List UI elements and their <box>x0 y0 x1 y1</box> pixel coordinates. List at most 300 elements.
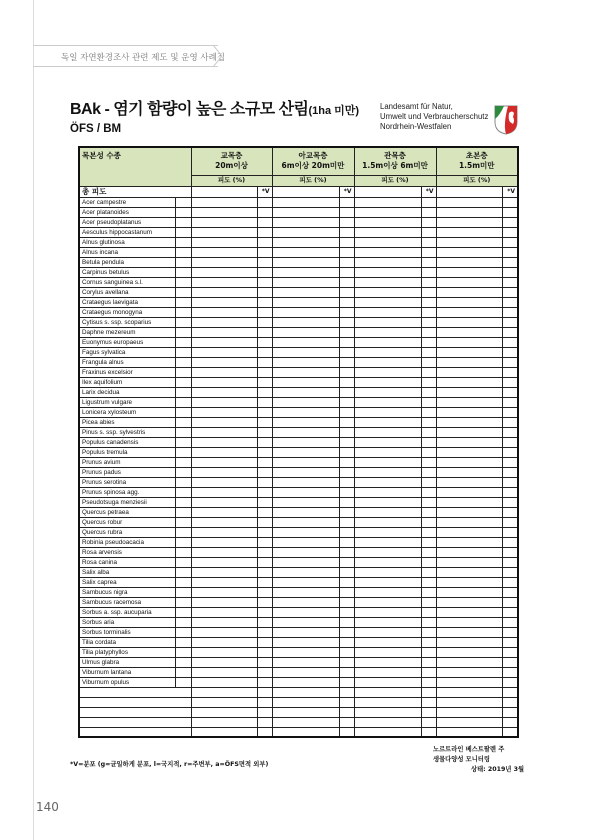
cover-cell[interactable] <box>191 267 257 277</box>
distribution-cell[interactable] <box>339 207 354 217</box>
cover-cell[interactable] <box>436 717 502 727</box>
distribution-cell[interactable] <box>502 687 518 697</box>
distribution-cell[interactable] <box>257 587 272 597</box>
cover-cell[interactable] <box>354 727 421 737</box>
species-name-cell[interactable] <box>79 717 191 727</box>
distribution-cell[interactable] <box>339 487 354 497</box>
cover-cell[interactable] <box>191 477 257 487</box>
distribution-cell[interactable] <box>421 207 436 217</box>
distribution-cell[interactable] <box>421 657 436 667</box>
cover-cell[interactable] <box>272 647 339 657</box>
cover-cell[interactable] <box>436 247 502 257</box>
cover-cell[interactable] <box>191 357 257 367</box>
cover-cell[interactable] <box>436 337 502 347</box>
cover-cell[interactable] <box>354 497 421 507</box>
cover-cell[interactable] <box>272 497 339 507</box>
distribution-cell[interactable] <box>502 197 518 207</box>
distribution-cell[interactable] <box>339 597 354 607</box>
cover-cell[interactable] <box>354 427 421 437</box>
distribution-cell[interactable] <box>257 697 272 707</box>
cover-cell[interactable] <box>436 217 502 227</box>
species-extra-cell[interactable] <box>175 587 191 597</box>
cover-cell[interactable] <box>191 307 257 317</box>
cover-cell[interactable] <box>272 367 339 377</box>
distribution-cell[interactable] <box>421 637 436 647</box>
cover-cell[interactable] <box>436 487 502 497</box>
cover-cell[interactable] <box>272 477 339 487</box>
cover-cell[interactable] <box>191 687 257 697</box>
distribution-cell[interactable] <box>502 277 518 287</box>
distribution-cell[interactable] <box>421 517 436 527</box>
cover-cell[interactable] <box>272 617 339 627</box>
species-extra-cell[interactable] <box>175 447 191 457</box>
species-extra-cell[interactable] <box>175 437 191 447</box>
distribution-cell[interactable] <box>502 657 518 667</box>
distribution-cell[interactable] <box>502 397 518 407</box>
distribution-cell[interactable] <box>421 497 436 507</box>
species-extra-cell[interactable] <box>175 297 191 307</box>
distribution-cell[interactable] <box>421 677 436 687</box>
distribution-cell[interactable] <box>339 497 354 507</box>
distribution-cell[interactable] <box>257 577 272 587</box>
cover-cell[interactable] <box>191 637 257 647</box>
distribution-cell[interactable] <box>257 417 272 427</box>
cover-cell[interactable] <box>436 387 502 397</box>
cover-cell[interactable] <box>191 197 257 207</box>
distribution-cell[interactable] <box>421 717 436 727</box>
distribution-cell[interactable] <box>421 687 436 697</box>
species-name-cell[interactable] <box>79 727 191 737</box>
distribution-cell[interactable] <box>339 287 354 297</box>
distribution-cell[interactable] <box>502 437 518 447</box>
cover-cell[interactable] <box>436 517 502 527</box>
cover-cell[interactable] <box>272 307 339 317</box>
cover-cell[interactable] <box>191 297 257 307</box>
cover-cell[interactable] <box>191 327 257 337</box>
cover-cell[interactable] <box>272 457 339 467</box>
distribution-cell[interactable] <box>421 217 436 227</box>
cover-cell[interactable] <box>354 367 421 377</box>
distribution-cell[interactable] <box>339 227 354 237</box>
cover-cell[interactable] <box>436 457 502 467</box>
distribution-cell[interactable] <box>257 197 272 207</box>
cover-cell[interactable] <box>354 317 421 327</box>
cover-cell[interactable] <box>191 427 257 437</box>
cover-cell[interactable] <box>272 677 339 687</box>
species-extra-cell[interactable] <box>175 507 191 517</box>
cover-cell[interactable] <box>191 527 257 537</box>
cover-cell[interactable] <box>354 597 421 607</box>
distribution-cell[interactable] <box>257 297 272 307</box>
cover-cell[interactable] <box>436 317 502 327</box>
cover-cell[interactable] <box>354 717 421 727</box>
cover-cell[interactable] <box>436 567 502 577</box>
cover-cell[interactable] <box>354 437 421 447</box>
distribution-cell[interactable] <box>339 377 354 387</box>
distribution-cell[interactable] <box>257 367 272 377</box>
distribution-cell[interactable] <box>502 367 518 377</box>
cover-cell[interactable] <box>436 617 502 627</box>
cover-cell[interactable] <box>191 237 257 247</box>
cover-cell[interactable] <box>272 297 339 307</box>
cover-cell[interactable] <box>354 527 421 537</box>
distribution-cell[interactable] <box>502 607 518 617</box>
cover-cell[interactable] <box>354 547 421 557</box>
cover-cell[interactable] <box>191 317 257 327</box>
cover-cell[interactable] <box>436 577 502 587</box>
cover-cell[interactable] <box>354 487 421 497</box>
cover-cell[interactable] <box>272 447 339 457</box>
distribution-cell[interactable] <box>257 307 272 317</box>
cover-cell[interactable] <box>272 687 339 697</box>
distribution-cell[interactable] <box>339 387 354 397</box>
cover-cell[interactable] <box>354 327 421 337</box>
species-extra-cell[interactable] <box>175 577 191 587</box>
distribution-cell[interactable] <box>339 467 354 477</box>
cover-cell[interactable] <box>191 597 257 607</box>
cover-cell[interactable] <box>354 257 421 267</box>
distribution-cell[interactable] <box>257 607 272 617</box>
distribution-cell[interactable] <box>502 487 518 497</box>
distribution-cell[interactable] <box>257 717 272 727</box>
cover-cell[interactable] <box>436 377 502 387</box>
cover-cell[interactable] <box>191 467 257 477</box>
cover-cell[interactable] <box>191 287 257 297</box>
cover-cell[interactable] <box>191 257 257 267</box>
distribution-cell[interactable] <box>421 407 436 417</box>
distribution-cell[interactable] <box>257 377 272 387</box>
distribution-cell[interactable] <box>339 607 354 617</box>
cover-cell[interactable] <box>191 717 257 727</box>
distribution-cell[interactable] <box>339 257 354 267</box>
species-extra-cell[interactable] <box>175 357 191 367</box>
cover-cell[interactable] <box>354 557 421 567</box>
cover-cell[interactable] <box>354 657 421 667</box>
distribution-cell[interactable] <box>502 387 518 397</box>
distribution-cell[interactable] <box>257 497 272 507</box>
cover-cell[interactable] <box>272 437 339 447</box>
species-extra-cell[interactable] <box>175 677 191 687</box>
distribution-cell[interactable] <box>339 547 354 557</box>
distribution-cell[interactable] <box>502 227 518 237</box>
distribution-cell[interactable] <box>257 247 272 257</box>
cover-cell[interactable] <box>272 507 339 517</box>
cover-cell[interactable] <box>191 407 257 417</box>
cover-cell[interactable] <box>354 207 421 217</box>
species-extra-cell[interactable] <box>175 217 191 227</box>
distribution-cell[interactable] <box>502 237 518 247</box>
distribution-cell[interactable] <box>339 577 354 587</box>
distribution-cell[interactable] <box>339 677 354 687</box>
cover-cell[interactable] <box>272 727 339 737</box>
cover-cell[interactable] <box>436 347 502 357</box>
distribution-cell[interactable] <box>257 467 272 477</box>
distribution-cell[interactable] <box>257 677 272 687</box>
distribution-cell[interactable] <box>257 427 272 437</box>
cover-cell[interactable] <box>191 186 257 197</box>
distribution-cell[interactable] <box>421 397 436 407</box>
distribution-cell[interactable] <box>339 527 354 537</box>
cover-cell[interactable] <box>191 587 257 597</box>
cover-cell[interactable] <box>191 447 257 457</box>
distribution-cell[interactable] <box>502 357 518 367</box>
cover-cell[interactable] <box>436 507 502 517</box>
cover-cell[interactable] <box>191 707 257 717</box>
distribution-cell[interactable] <box>339 337 354 347</box>
cover-cell[interactable] <box>436 307 502 317</box>
cover-cell[interactable] <box>436 627 502 637</box>
distribution-cell[interactable] <box>257 597 272 607</box>
cover-cell[interactable] <box>272 627 339 637</box>
distribution-cell[interactable] <box>339 307 354 317</box>
distribution-cell[interactable] <box>421 617 436 627</box>
distribution-cell[interactable] <box>339 457 354 467</box>
distribution-cell[interactable] <box>502 337 518 347</box>
cover-cell[interactable] <box>272 547 339 557</box>
distribution-cell[interactable] <box>339 617 354 627</box>
cover-cell[interactable] <box>272 207 339 217</box>
cover-cell[interactable] <box>354 357 421 367</box>
species-extra-cell[interactable] <box>175 267 191 277</box>
cover-cell[interactable] <box>191 457 257 467</box>
species-extra-cell[interactable] <box>175 427 191 437</box>
distribution-cell[interactable] <box>421 467 436 477</box>
distribution-cell[interactable] <box>502 467 518 477</box>
species-extra-cell[interactable] <box>175 417 191 427</box>
cover-cell[interactable] <box>191 487 257 497</box>
distribution-cell[interactable] <box>257 557 272 567</box>
distribution-cell[interactable] <box>502 267 518 277</box>
distribution-cell[interactable] <box>339 587 354 597</box>
distribution-cell[interactable] <box>257 627 272 637</box>
distribution-cell[interactable] <box>257 287 272 297</box>
cover-cell[interactable] <box>354 277 421 287</box>
cover-cell[interactable] <box>272 467 339 477</box>
distribution-cell[interactable] <box>502 207 518 217</box>
cover-cell[interactable] <box>272 327 339 337</box>
cover-cell[interactable] <box>354 457 421 467</box>
distribution-cell[interactable] <box>421 477 436 487</box>
distribution-cell[interactable] <box>339 657 354 667</box>
distribution-cell[interactable] <box>502 617 518 627</box>
distribution-cell[interactable] <box>502 217 518 227</box>
cover-cell[interactable] <box>354 267 421 277</box>
cover-cell[interactable] <box>272 637 339 647</box>
cover-cell[interactable] <box>436 267 502 277</box>
cover-cell[interactable] <box>436 647 502 657</box>
cover-cell[interactable] <box>436 357 502 367</box>
cover-cell[interactable] <box>436 257 502 267</box>
distribution-cell[interactable] <box>502 707 518 717</box>
distribution-cell[interactable] <box>502 447 518 457</box>
distribution-cell[interactable] <box>257 437 272 447</box>
distribution-cell[interactable] <box>257 507 272 517</box>
distribution-cell[interactable] <box>339 557 354 567</box>
distribution-cell[interactable] <box>339 317 354 327</box>
cover-cell[interactable] <box>191 247 257 257</box>
distribution-cell[interactable] <box>502 497 518 507</box>
species-extra-cell[interactable] <box>175 647 191 657</box>
distribution-cell[interactable] <box>421 347 436 357</box>
distribution-cell[interactable] <box>257 237 272 247</box>
cover-cell[interactable] <box>272 487 339 497</box>
cover-cell[interactable] <box>272 417 339 427</box>
distribution-cell[interactable] <box>421 527 436 537</box>
distribution-cell[interactable] <box>502 307 518 317</box>
distribution-cell[interactable] <box>257 617 272 627</box>
cover-cell[interactable] <box>354 507 421 517</box>
species-extra-cell[interactable] <box>175 377 191 387</box>
cover-cell[interactable] <box>354 217 421 227</box>
species-name-cell[interactable] <box>79 687 191 697</box>
cover-cell[interactable] <box>436 607 502 617</box>
distribution-cell[interactable] <box>257 487 272 497</box>
species-extra-cell[interactable] <box>175 517 191 527</box>
distribution-cell[interactable] <box>502 637 518 647</box>
cover-cell[interactable] <box>354 617 421 627</box>
cover-cell[interactable] <box>436 707 502 717</box>
cover-cell[interactable] <box>272 517 339 527</box>
cover-cell[interactable] <box>272 607 339 617</box>
cover-cell[interactable] <box>436 637 502 647</box>
distribution-cell[interactable] <box>502 377 518 387</box>
species-extra-cell[interactable] <box>175 537 191 547</box>
distribution-cell[interactable] <box>339 717 354 727</box>
species-name-cell[interactable] <box>79 697 191 707</box>
distribution-cell[interactable] <box>502 627 518 637</box>
cover-cell[interactable] <box>272 337 339 347</box>
cover-cell[interactable] <box>354 707 421 717</box>
distribution-cell[interactable] <box>257 267 272 277</box>
distribution-cell[interactable] <box>339 707 354 717</box>
species-extra-cell[interactable] <box>175 287 191 297</box>
cover-cell[interactable] <box>191 417 257 427</box>
cover-cell[interactable] <box>191 627 257 637</box>
cover-cell[interactable] <box>354 387 421 397</box>
distribution-cell[interactable] <box>257 447 272 457</box>
species-extra-cell[interactable] <box>175 237 191 247</box>
cover-cell[interactable] <box>272 557 339 567</box>
distribution-cell[interactable] <box>339 447 354 457</box>
cover-cell[interactable] <box>436 447 502 457</box>
distribution-cell[interactable] <box>502 297 518 307</box>
cover-cell[interactable] <box>436 207 502 217</box>
distribution-cell[interactable] <box>421 367 436 377</box>
distribution-cell[interactable] <box>502 557 518 567</box>
distribution-cell[interactable] <box>502 667 518 677</box>
species-extra-cell[interactable] <box>175 277 191 287</box>
cover-cell[interactable] <box>354 627 421 637</box>
species-extra-cell[interactable] <box>175 597 191 607</box>
cover-cell[interactable] <box>436 367 502 377</box>
distribution-cell[interactable] <box>339 417 354 427</box>
cover-cell[interactable] <box>272 537 339 547</box>
distribution-cell[interactable] <box>421 697 436 707</box>
cover-cell[interactable] <box>191 557 257 567</box>
distribution-cell[interactable] <box>421 457 436 467</box>
distribution-cell[interactable] <box>257 477 272 487</box>
distribution-cell[interactable] <box>339 237 354 247</box>
distribution-cell[interactable] <box>502 417 518 427</box>
distribution-cell[interactable] <box>502 547 518 557</box>
species-extra-cell[interactable] <box>175 627 191 637</box>
cover-cell[interactable] <box>272 197 339 207</box>
distribution-cell[interactable] <box>502 347 518 357</box>
cover-cell[interactable] <box>354 287 421 297</box>
distribution-cell[interactable] <box>339 197 354 207</box>
distribution-cell[interactable] <box>257 657 272 667</box>
distribution-cell[interactable] <box>502 537 518 547</box>
distribution-cell[interactable] <box>257 407 272 417</box>
distribution-cell[interactable] <box>339 277 354 287</box>
cover-cell[interactable] <box>436 727 502 737</box>
species-extra-cell[interactable] <box>175 207 191 217</box>
cover-cell[interactable] <box>354 377 421 387</box>
cover-cell[interactable] <box>272 227 339 237</box>
cover-cell[interactable] <box>191 647 257 657</box>
cover-cell[interactable] <box>272 277 339 287</box>
distribution-cell[interactable] <box>257 517 272 527</box>
cover-cell[interactable] <box>354 517 421 527</box>
distribution-cell[interactable] <box>502 597 518 607</box>
distribution-cell[interactable] <box>421 357 436 367</box>
distribution-cell[interactable] <box>502 247 518 257</box>
distribution-cell[interactable] <box>257 337 272 347</box>
cover-cell[interactable] <box>436 417 502 427</box>
cover-cell[interactable] <box>191 577 257 587</box>
distribution-cell[interactable] <box>339 217 354 227</box>
cover-cell[interactable] <box>272 357 339 367</box>
cover-cell[interactable] <box>354 637 421 647</box>
cover-cell[interactable] <box>354 297 421 307</box>
distribution-cell[interactable] <box>421 587 436 597</box>
cover-cell[interactable] <box>191 607 257 617</box>
cover-cell[interactable] <box>191 207 257 217</box>
distribution-cell[interactable] <box>339 647 354 657</box>
cover-cell[interactable] <box>354 417 421 427</box>
distribution-cell[interactable] <box>257 537 272 547</box>
cover-cell[interactable] <box>191 517 257 527</box>
cover-cell[interactable] <box>436 467 502 477</box>
cover-cell[interactable] <box>354 477 421 487</box>
cover-cell[interactable] <box>272 186 339 197</box>
cover-cell[interactable] <box>354 407 421 417</box>
distribution-cell[interactable] <box>257 547 272 557</box>
cover-cell[interactable] <box>272 407 339 417</box>
distribution-cell[interactable] <box>257 317 272 327</box>
cover-cell[interactable] <box>272 377 339 387</box>
cover-cell[interactable] <box>191 677 257 687</box>
distribution-cell[interactable] <box>257 327 272 337</box>
cover-cell[interactable] <box>191 617 257 627</box>
distribution-cell[interactable] <box>421 627 436 637</box>
species-extra-cell[interactable] <box>175 307 191 317</box>
cover-cell[interactable] <box>272 257 339 267</box>
distribution-cell[interactable] <box>421 537 436 547</box>
cover-cell[interactable] <box>272 237 339 247</box>
distribution-cell[interactable] <box>421 337 436 347</box>
distribution-cell[interactable] <box>339 477 354 487</box>
distribution-cell[interactable] <box>502 287 518 297</box>
distribution-cell[interactable] <box>421 597 436 607</box>
cover-cell[interactable] <box>354 347 421 357</box>
species-extra-cell[interactable] <box>175 327 191 337</box>
species-extra-cell[interactable] <box>175 497 191 507</box>
distribution-cell[interactable] <box>502 697 518 707</box>
distribution-cell[interactable] <box>502 517 518 527</box>
cover-cell[interactable] <box>436 437 502 447</box>
cover-cell[interactable] <box>354 577 421 587</box>
